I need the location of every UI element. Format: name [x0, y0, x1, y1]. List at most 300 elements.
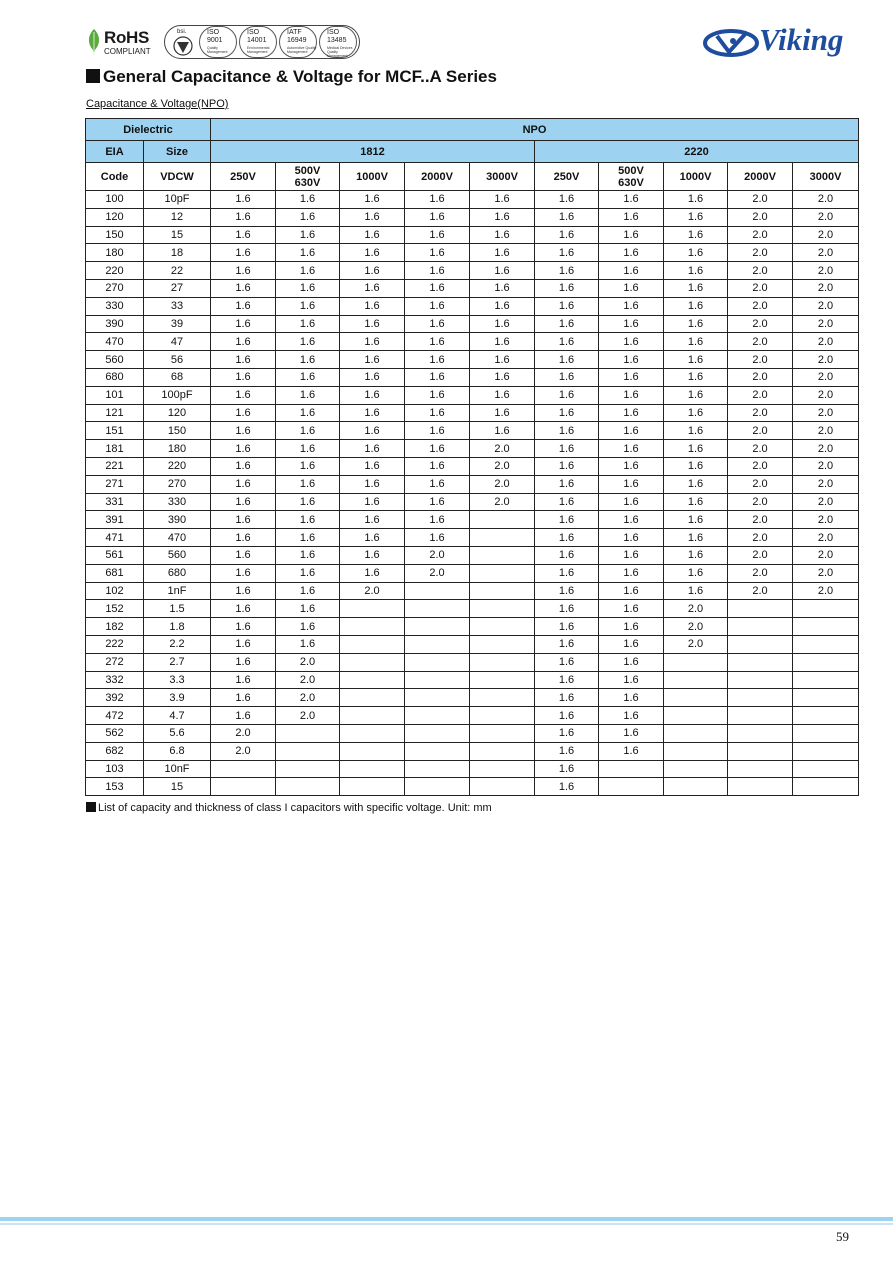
thickness-cell: 2.0 — [793, 511, 859, 529]
thickness-cell: 1.6 — [599, 600, 664, 618]
thickness-cell: 2.0 — [664, 600, 728, 618]
thickness-cell — [728, 618, 793, 636]
section-subtitle: Capacitance & Voltage(NPO) — [86, 98, 229, 110]
capacitance-cell: 33 — [144, 297, 211, 315]
thickness-cell: 1.6 — [211, 564, 276, 582]
thickness-cell: 1.6 — [664, 262, 728, 280]
thickness-cell: 2.0 — [793, 279, 859, 297]
thickness-cell — [276, 742, 340, 760]
thickness-cell: 1.6 — [211, 333, 276, 351]
code-cell: 182 — [86, 618, 144, 636]
thickness-cell — [276, 778, 340, 796]
capacitance-cell: 1nF — [144, 582, 211, 600]
code-cell: 331 — [86, 493, 144, 511]
thickness-cell: 1.6 — [535, 653, 599, 671]
thickness-cell: 1.6 — [599, 689, 664, 707]
code-label: Code — [86, 163, 144, 191]
thickness-cell: 1.6 — [599, 244, 664, 262]
thickness-cell: 1.6 — [599, 440, 664, 458]
thickness-cell: 1.6 — [276, 386, 340, 404]
thickness-cell: 2.0 — [276, 653, 340, 671]
thickness-cell: 2.0 — [728, 226, 793, 244]
capacitance-cell: 68 — [144, 368, 211, 386]
thickness-cell: 1.6 — [535, 671, 599, 689]
thickness-cell: 1.6 — [405, 493, 470, 511]
thickness-cell: 1.6 — [599, 707, 664, 725]
code-cell: 562 — [86, 724, 144, 742]
capacitance-cell: 2.7 — [144, 653, 211, 671]
cert-number: 14001 — [247, 37, 267, 44]
thickness-cell: 1.6 — [664, 208, 728, 226]
thickness-cell: 1.6 — [535, 475, 599, 493]
thickness-cell: 1.6 — [211, 315, 276, 333]
thickness-cell: 2.0 — [793, 440, 859, 458]
thickness-cell: 1.6 — [535, 368, 599, 386]
thickness-cell — [728, 724, 793, 742]
leaf-icon — [86, 28, 102, 56]
thickness-cell — [664, 707, 728, 725]
thickness-cell: 1.6 — [664, 279, 728, 297]
table-row — [86, 689, 859, 707]
thickness-cell: 1.6 — [276, 297, 340, 315]
table-row — [86, 511, 859, 529]
cert-description: Quality Management — [207, 46, 228, 54]
viking-emblem-icon — [703, 26, 763, 60]
thickness-cell: 1.6 — [470, 315, 535, 333]
thickness-cell — [470, 529, 535, 547]
capacitance-cell: 39 — [144, 315, 211, 333]
thickness-cell: 1.6 — [470, 226, 535, 244]
thickness-cell: 1.6 — [470, 208, 535, 226]
thickness-cell: 2.0 — [664, 635, 728, 653]
table-row — [86, 653, 859, 671]
thickness-cell: 1.6 — [211, 351, 276, 369]
capacitance-cell: 270 — [144, 475, 211, 493]
thickness-cell — [340, 600, 405, 618]
thickness-cell: 2.0 — [276, 707, 340, 725]
voltage-header-row — [86, 163, 859, 191]
thickness-cell: 1.6 — [470, 279, 535, 297]
thickness-cell — [340, 760, 405, 778]
table-row — [86, 404, 859, 422]
thickness-cell: 1.6 — [211, 707, 276, 725]
thickness-cell: 1.6 — [340, 529, 405, 547]
table-row — [86, 386, 859, 404]
page-number: 59 — [836, 1229, 849, 1244]
cert-iso-14001 — [239, 26, 279, 58]
thickness-cell: 2.0 — [728, 368, 793, 386]
code-cell: 472 — [86, 707, 144, 725]
thickness-cell: 1.6 — [599, 279, 664, 297]
voltage-500v-630v — [599, 163, 664, 191]
thickness-cell: 1.6 — [599, 208, 664, 226]
thickness-cell: 1.6 — [599, 404, 664, 422]
thickness-cell: 1.6 — [535, 351, 599, 369]
table-row — [86, 742, 859, 760]
thickness-cell — [728, 742, 793, 760]
thickness-cell — [470, 582, 535, 600]
thickness-cell: 1.6 — [599, 671, 664, 689]
thickness-cell: 1.6 — [599, 262, 664, 280]
thickness-cell: 1.6 — [211, 653, 276, 671]
code-cell: 392 — [86, 689, 144, 707]
table-row — [86, 671, 859, 689]
capacitance-table — [85, 118, 859, 796]
thickness-cell: 1.6 — [535, 191, 599, 209]
capacitance-cell: 1.5 — [144, 600, 211, 618]
footer-rule-thin — [0, 1223, 893, 1225]
thickness-cell: 1.6 — [664, 422, 728, 440]
thickness-cell — [728, 635, 793, 653]
thickness-cell — [405, 653, 470, 671]
capacitance-cell: 4.7 — [144, 707, 211, 725]
code-cell: 332 — [86, 671, 144, 689]
thickness-cell: 1.6 — [211, 600, 276, 618]
thickness-cell — [470, 600, 535, 618]
thickness-cell: 1.6 — [276, 635, 340, 653]
bullet-square-icon — [86, 69, 100, 83]
thickness-cell: 1.6 — [405, 351, 470, 369]
thickness-cell: 1.6 — [276, 582, 340, 600]
thickness-cell: 2.0 — [793, 475, 859, 493]
thickness-cell: 1.6 — [211, 226, 276, 244]
thickness-cell: 1.6 — [470, 404, 535, 422]
thickness-cell: 1.6 — [340, 262, 405, 280]
thickness-cell — [793, 778, 859, 796]
thickness-cell: 2.0 — [793, 422, 859, 440]
table-row — [86, 297, 859, 315]
thickness-cell: 1.6 — [340, 404, 405, 422]
thickness-cell: 2.0 — [728, 564, 793, 582]
thickness-cell: 1.6 — [664, 226, 728, 244]
thickness-cell: 1.6 — [211, 279, 276, 297]
cert-number: 9001 — [207, 37, 223, 44]
thickness-cell: 1.6 — [405, 244, 470, 262]
cert-iso-9001 — [199, 26, 239, 58]
rohs-sub-label: COMPLIANT — [104, 47, 151, 56]
thickness-cell — [470, 671, 535, 689]
thickness-cell: 1.6 — [276, 440, 340, 458]
thickness-cell — [793, 707, 859, 725]
thickness-cell: 1.6 — [664, 493, 728, 511]
thickness-cell: 1.6 — [405, 368, 470, 386]
brand-name: Viking — [759, 22, 844, 57]
thickness-cell: 1.6 — [535, 724, 599, 742]
thickness-cell: 1.6 — [211, 618, 276, 636]
table-row — [86, 618, 859, 636]
thickness-cell: 1.6 — [276, 279, 340, 297]
code-cell: 100 — [86, 191, 144, 209]
thickness-cell — [405, 671, 470, 689]
thickness-cell: 2.0 — [470, 475, 535, 493]
thickness-cell: 1.6 — [211, 529, 276, 547]
code-cell: 181 — [86, 440, 144, 458]
thickness-cell: 1.6 — [664, 440, 728, 458]
thickness-cell: 1.6 — [405, 297, 470, 315]
thickness-cell: 1.6 — [535, 635, 599, 653]
thickness-cell: 1.6 — [535, 404, 599, 422]
code-cell: 221 — [86, 457, 144, 475]
certification-badges — [164, 25, 360, 59]
code-cell: 150 — [86, 226, 144, 244]
thickness-cell: 2.0 — [211, 724, 276, 742]
code-cell: 560 — [86, 351, 144, 369]
thickness-cell: 1.6 — [535, 600, 599, 618]
thickness-cell: 1.6 — [599, 564, 664, 582]
thickness-cell — [340, 742, 405, 760]
cert-description: Environmental Management — [247, 46, 270, 54]
thickness-cell: 1.6 — [535, 689, 599, 707]
thickness-cell — [664, 778, 728, 796]
thickness-cell — [599, 760, 664, 778]
capacitance-cell: 680 — [144, 564, 211, 582]
capacitance-cell: 15 — [144, 226, 211, 244]
thickness-cell: 1.6 — [211, 689, 276, 707]
thickness-cell — [728, 600, 793, 618]
thickness-cell: 2.0 — [793, 493, 859, 511]
voltage-250v: 250V — [211, 163, 276, 191]
voltage-2000v: 2000V — [405, 163, 470, 191]
thickness-cell: 1.6 — [535, 778, 599, 796]
thickness-cell: 2.0 — [728, 457, 793, 475]
capacitance-cell: 27 — [144, 279, 211, 297]
code-cell: 120 — [86, 208, 144, 226]
thickness-cell: 2.0 — [664, 618, 728, 636]
thickness-cell: 2.0 — [728, 262, 793, 280]
thickness-cell: 1.6 — [340, 368, 405, 386]
thickness-cell: 1.6 — [599, 742, 664, 760]
thickness-cell — [470, 707, 535, 725]
table-row — [86, 600, 859, 618]
thickness-cell: 1.6 — [599, 315, 664, 333]
capacitance-cell: 2.2 — [144, 635, 211, 653]
thickness-cell: 1.6 — [664, 315, 728, 333]
code-cell: 681 — [86, 564, 144, 582]
voltage-250v: 250V — [535, 163, 599, 191]
eia-label: EIA — [86, 141, 144, 163]
code-cell: 682 — [86, 742, 144, 760]
thickness-cell: 2.0 — [793, 315, 859, 333]
table-row — [86, 422, 859, 440]
code-cell: 153 — [86, 778, 144, 796]
thickness-cell — [470, 546, 535, 564]
thickness-cell: 1.6 — [211, 546, 276, 564]
code-cell: 680 — [86, 368, 144, 386]
rohs-logo — [86, 26, 158, 60]
thickness-cell: 2.0 — [728, 493, 793, 511]
thickness-cell: 1.6 — [276, 511, 340, 529]
thickness-cell — [728, 760, 793, 778]
thickness-cell — [664, 724, 728, 742]
thickness-cell: 1.6 — [535, 440, 599, 458]
thickness-cell — [793, 671, 859, 689]
page-title-text: General Capacitance & Voltage for MCF..A Series — [103, 67, 497, 86]
thickness-cell: 1.6 — [340, 279, 405, 297]
thickness-cell: 2.0 — [728, 297, 793, 315]
viking-logo — [703, 22, 853, 66]
capacitance-cell: 10nF — [144, 760, 211, 778]
thickness-cell: 1.6 — [535, 529, 599, 547]
thickness-cell: 1.6 — [599, 546, 664, 564]
thickness-cell — [664, 671, 728, 689]
code-cell: 222 — [86, 635, 144, 653]
thickness-cell: 1.6 — [599, 457, 664, 475]
rohs-label: RoHS — [104, 28, 150, 47]
cert-description: Medical Devices Quality Management — [327, 46, 353, 58]
thickness-cell — [728, 671, 793, 689]
thickness-cell: 1.6 — [470, 191, 535, 209]
thickness-cell: 1.6 — [340, 315, 405, 333]
table-row — [86, 707, 859, 725]
thickness-cell: 1.6 — [599, 724, 664, 742]
thickness-cell: 1.6 — [340, 457, 405, 475]
thickness-cell: 1.6 — [405, 191, 470, 209]
code-cell: 152 — [86, 600, 144, 618]
thickness-cell — [211, 778, 276, 796]
table-body — [86, 191, 859, 796]
code-cell: 102 — [86, 582, 144, 600]
table-row — [86, 493, 859, 511]
thickness-cell: 1.6 — [405, 440, 470, 458]
thickness-cell: 2.0 — [728, 422, 793, 440]
thickness-cell — [340, 635, 405, 653]
code-cell: 470 — [86, 333, 144, 351]
capacitance-cell: 220 — [144, 457, 211, 475]
thickness-cell: 1.6 — [664, 297, 728, 315]
capacitance-cell: 330 — [144, 493, 211, 511]
thickness-cell: 1.6 — [340, 333, 405, 351]
thickness-cell: 2.0 — [793, 297, 859, 315]
bullet-square-icon — [86, 802, 96, 812]
thickness-cell — [405, 689, 470, 707]
thickness-cell — [793, 760, 859, 778]
code-cell: 101 — [86, 386, 144, 404]
thickness-cell: 1.6 — [276, 493, 340, 511]
thickness-cell: 1.6 — [340, 564, 405, 582]
thickness-cell — [470, 511, 535, 529]
thickness-cell: 2.0 — [793, 262, 859, 280]
page-header — [0, 0, 893, 66]
thickness-cell — [793, 742, 859, 760]
thickness-cell: 1.6 — [211, 368, 276, 386]
thickness-cell: 1.6 — [211, 262, 276, 280]
thickness-cell — [470, 778, 535, 796]
thickness-cell: 2.0 — [211, 742, 276, 760]
thickness-cell: 1.6 — [405, 226, 470, 244]
thickness-cell: 1.6 — [276, 600, 340, 618]
table-row — [86, 457, 859, 475]
thickness-cell: 1.6 — [340, 208, 405, 226]
capacitance-cell: 3.3 — [144, 671, 211, 689]
thickness-cell: 1.6 — [405, 386, 470, 404]
thickness-cell: 1.6 — [340, 422, 405, 440]
table-row — [86, 244, 859, 262]
voltage-3000v: 3000V — [470, 163, 535, 191]
thickness-cell: 1.6 — [211, 208, 276, 226]
thickness-cell: 2.0 — [276, 671, 340, 689]
thickness-cell: 1.6 — [599, 493, 664, 511]
thickness-cell: 1.6 — [340, 191, 405, 209]
thickness-cell: 2.0 — [728, 191, 793, 209]
thickness-cell: 1.6 — [535, 279, 599, 297]
thickness-cell: 1.6 — [535, 707, 599, 725]
thickness-cell: 2.0 — [728, 244, 793, 262]
cert-iso-13485 — [319, 26, 359, 58]
thickness-cell — [793, 689, 859, 707]
thickness-cell: 1.6 — [535, 742, 599, 760]
thickness-cell: 1.6 — [211, 671, 276, 689]
table-note — [86, 802, 492, 814]
code-cell: 471 — [86, 529, 144, 547]
thickness-cell: 2.0 — [793, 582, 859, 600]
thickness-cell: 2.0 — [728, 333, 793, 351]
thickness-cell: 1.6 — [405, 475, 470, 493]
thickness-cell: 1.6 — [276, 226, 340, 244]
cert-number: 13485 — [327, 37, 347, 44]
thickness-cell — [405, 724, 470, 742]
thickness-cell: 1.6 — [470, 262, 535, 280]
table-row — [86, 440, 859, 458]
capacitance-cell: 150 — [144, 422, 211, 440]
thickness-cell: 2.0 — [470, 493, 535, 511]
thickness-cell: 2.0 — [470, 440, 535, 458]
thickness-cell — [405, 760, 470, 778]
thickness-cell: 1.6 — [405, 404, 470, 422]
thickness-cell: 1.6 — [470, 244, 535, 262]
thickness-cell: 1.6 — [535, 244, 599, 262]
thickness-cell: 2.0 — [793, 208, 859, 226]
thickness-cell: 1.6 — [276, 564, 340, 582]
thickness-cell: 1.6 — [664, 529, 728, 547]
thickness-cell: 1.6 — [535, 564, 599, 582]
thickness-cell — [664, 653, 728, 671]
thickness-cell: 2.0 — [276, 689, 340, 707]
thickness-cell: 1.6 — [599, 475, 664, 493]
thickness-cell: 2.0 — [728, 546, 793, 564]
table-row — [86, 760, 859, 778]
thickness-cell: 1.6 — [276, 529, 340, 547]
capacitance-cell: 22 — [144, 262, 211, 280]
table-row — [86, 279, 859, 297]
thickness-cell — [405, 742, 470, 760]
thickness-cell: 1.6 — [405, 422, 470, 440]
capacitance-cell: 560 — [144, 546, 211, 564]
thickness-cell: 1.6 — [276, 191, 340, 209]
thickness-cell: 1.6 — [470, 386, 535, 404]
code-cell: 103 — [86, 760, 144, 778]
thickness-cell: 2.0 — [728, 208, 793, 226]
voltage-1000v: 1000V — [664, 163, 728, 191]
thickness-cell: 1.6 — [599, 511, 664, 529]
thickness-cell: 1.6 — [340, 244, 405, 262]
thickness-cell — [470, 689, 535, 707]
thickness-cell: 1.6 — [535, 262, 599, 280]
voltage-500v-630v — [276, 163, 340, 191]
thickness-cell — [470, 653, 535, 671]
thickness-cell: 1.6 — [599, 653, 664, 671]
thickness-cell — [793, 635, 859, 653]
thickness-cell: 1.6 — [276, 368, 340, 386]
thickness-cell: 1.6 — [535, 208, 599, 226]
code-cell: 121 — [86, 404, 144, 422]
thickness-cell: 1.6 — [276, 244, 340, 262]
thickness-cell — [470, 724, 535, 742]
capacitance-cell: 12 — [144, 208, 211, 226]
thickness-cell: 2.0 — [728, 511, 793, 529]
thickness-cell: 1.6 — [211, 386, 276, 404]
thickness-cell — [664, 742, 728, 760]
size-1812: 1812 — [211, 141, 535, 163]
